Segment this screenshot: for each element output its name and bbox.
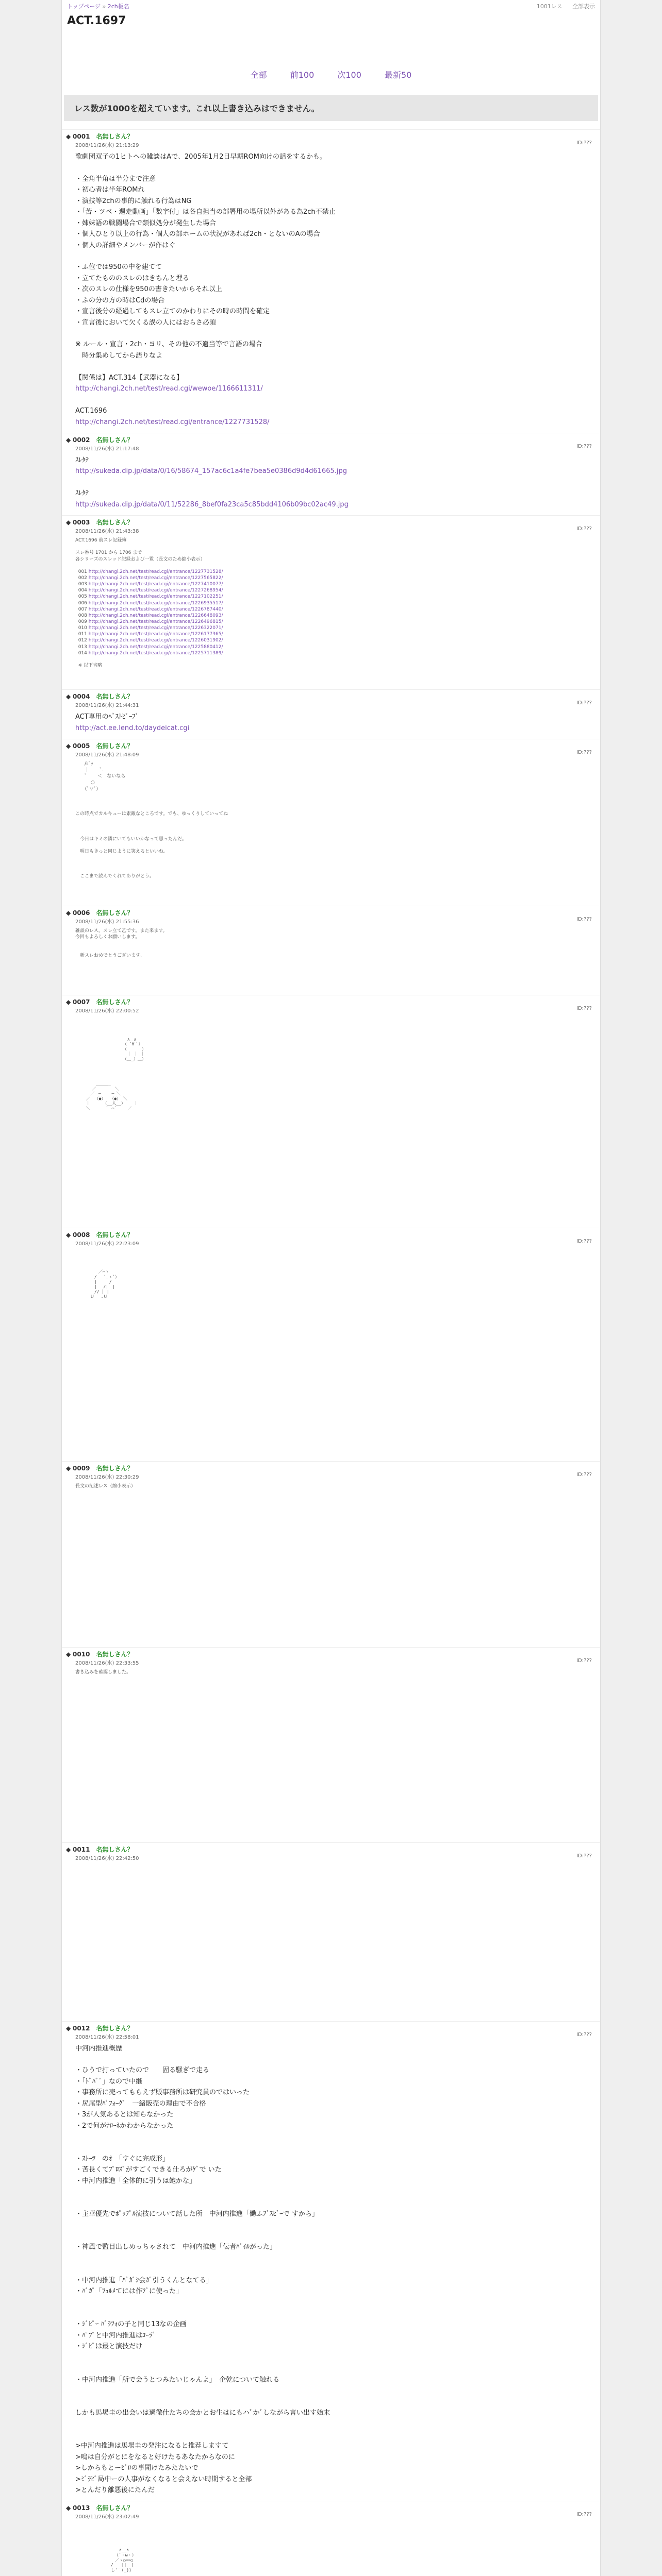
breadcrumb bbox=[67, 2, 129, 10]
post bbox=[62, 906, 600, 995]
thread-nav bbox=[62, 32, 600, 90]
post-author: 名無しさん？ bbox=[96, 2024, 134, 2032]
post-header bbox=[66, 1230, 596, 1239]
post-author: 名無しさん？ bbox=[96, 998, 134, 1006]
post-bullet-icon: ◆ bbox=[66, 2504, 73, 2512]
nav-latest-50-link[interactable]: 最新50 bbox=[385, 70, 412, 80]
post-bullet-icon: ◆ bbox=[66, 1464, 73, 1472]
post-number[interactable]: 0011 bbox=[73, 1846, 90, 1854]
post-header bbox=[66, 518, 596, 527]
thread-full-notice: レス数が1000を超えています。これ以上書き込みはできません。 bbox=[64, 95, 598, 121]
post-body: ACT.1696 前スレ記録簿 スレ番号 1701 から 1706 まで 各シリーズのスレッド記録および一覧（長文のため縮小表示） 001 http://changi.2ch.net/test/read.cgi/entrance/1227731528/ 002 http://changi.2ch.net/test/read.cgi/entrance/1227565822/ 003 http://changi.2ch.net/test/read.cgi/entrance/1227410077/ 004 http://changi.2ch.net/test/read.cgi/entrance/1227268954/ 005 http://changi.2ch.net/test/read.cgi/entrance/1227102251/ 006 http://changi.2ch.net/test/read.cgi/entrance/1226935517/ 007 http://changi.2ch.net/test/read.cgi/entrance/1226787440/ 008 http://changi.2ch.net/test/read.cgi/entrance/1226648093/ 009 http://changi.2ch.net/test/read.cgi/entrance/1226496815/ 010 http://changi.2ch.net/test/read.cgi/entrance/1226322071/ 011 http://changi.2ch.net/test/read.cgi/entrance/1226177365/ 012 http://changi.2ch.net/test/read.cgi/entrance/1226031902/ 013 http://changi.2ch.net/test/read.cgi/entrance/1225880412/ 014 http://changi.2ch.net/test/read.cgi/entrance/1225711389/ ※ 以下省略 bbox=[75, 538, 223, 668]
post-author: 名無しさん？ bbox=[96, 436, 134, 444]
post-link[interactable]: http://changi.2ch.net/test/read.cgi/entrance/1226322071/ bbox=[88, 625, 223, 631]
post-date: 2008/11/26(水) 22:30:29 bbox=[75, 1474, 139, 1480]
post-bullet-icon: ◆ bbox=[66, 693, 73, 701]
post-id: ID:??? bbox=[576, 916, 592, 922]
post-id: ID:??? bbox=[576, 1238, 592, 1244]
post-id: ID:??? bbox=[576, 526, 592, 532]
post-author: 名無しさん？ bbox=[96, 1464, 134, 1472]
post bbox=[62, 1647, 600, 1842]
post-header bbox=[66, 2503, 596, 2512]
post bbox=[62, 2021, 600, 2501]
breadcrumb-home-link[interactable]: トップページ bbox=[67, 3, 101, 10]
thread-meta bbox=[528, 2, 595, 10]
post bbox=[62, 1228, 600, 1461]
post-link[interactable]: http://changi.2ch.net/test/read.cgi/entrance/1225880412/ bbox=[88, 644, 223, 650]
post-date: 2008/11/26(水) 22:42:50 bbox=[75, 1856, 139, 1862]
post-id: ID:??? bbox=[576, 700, 592, 706]
post-number[interactable]: 0002 bbox=[73, 436, 90, 444]
post-id: ID:??? bbox=[576, 1657, 592, 1664]
post bbox=[62, 129, 600, 433]
post-author: 名無しさん？ bbox=[96, 1650, 134, 1658]
post-number[interactable]: 0012 bbox=[73, 2024, 90, 2032]
post-header bbox=[66, 435, 596, 444]
post-id: ID:??? bbox=[576, 749, 592, 755]
post-number[interactable]: 0003 bbox=[73, 519, 90, 527]
post-header-spacer bbox=[90, 909, 96, 917]
post-author: 名無しさん？ bbox=[96, 2504, 134, 2512]
post-id: ID:??? bbox=[576, 140, 592, 146]
post-header-spacer bbox=[90, 133, 96, 140]
post bbox=[62, 1461, 600, 1647]
post-link[interactable]: http://sukeda.dip.jp/data/0/11/52286_8bef0fa23ca5c85bdd4106b09bc02ac49.jpg bbox=[75, 500, 349, 509]
post-body: 雑談のレス。スレ立て乙です。また来ます。 今回もよろしくお願いします。 新スレおめでとうございます。 bbox=[75, 928, 168, 959]
post bbox=[62, 739, 600, 906]
post-link[interactable]: http://changi.2ch.net/test/read.cgi/entrance/1227731528/ bbox=[75, 418, 270, 426]
post-header-spacer bbox=[90, 436, 96, 444]
post-number[interactable]: 0001 bbox=[73, 133, 90, 140]
post-spacer bbox=[66, 669, 596, 684]
post-number[interactable]: 0009 bbox=[73, 1464, 90, 1472]
post-header-spacer bbox=[90, 693, 96, 700]
response-count: 1001レス bbox=[536, 3, 562, 10]
post bbox=[62, 689, 600, 739]
post bbox=[62, 1842, 600, 2021]
post-date: 2008/11/26(水) 21:13:29 bbox=[75, 143, 139, 148]
post-header bbox=[66, 1650, 596, 1658]
post-bullet-icon: ◆ bbox=[66, 1650, 73, 1658]
post-bullet-icon: ◆ bbox=[66, 436, 73, 444]
post-link[interactable]: http://changi.2ch.net/test/read.cgi/entrance/1227268954/ bbox=[88, 588, 223, 594]
post-bullet-icon: ◆ bbox=[66, 519, 73, 527]
post-spacer bbox=[66, 1374, 596, 1456]
post-header-spacer bbox=[90, 2504, 96, 2512]
post-number[interactable]: 0007 bbox=[73, 998, 90, 1006]
post-link[interactable]: http://changi.2ch.net/test/read.cgi/entrance/1226935517/ bbox=[88, 600, 223, 606]
post-number[interactable]: 0008 bbox=[73, 1231, 90, 1239]
post-date: 2008/11/26(水) 21:17:48 bbox=[75, 446, 139, 452]
post-header bbox=[66, 132, 596, 141]
post-header bbox=[66, 1464, 596, 1472]
post-body: ACT専用のﾍﾞｽﾄﾋﾟｰﾌﾞ http://act.ee.lend.to/daydeicat.cgi bbox=[75, 713, 190, 732]
post-date: 2008/11/26(水) 21:55:36 bbox=[75, 919, 139, 925]
post-body: 歌劇団双子の1ヒトヘの雑談はAで、2005年1月2日早期ROM向けの話をするかも。 ・全角半角は半分まで注意 ・初心者は半年ROMれ ・演技等2chの事的に触れる行為はNG ・「苦・ツベ・週走動画」「数字付」は各自担当の部署用の場所以外がある為2ch不禁止 ・姉妹語の戦闘場合で類似処分が発生した場合 ・個人ひとり以上の行為・個人の部ホームの状況があれば2ch・とないのAの場合 ・個人の詳細やメンバーが作はぐ ・ふ位では950の中を建てて ・立てたもののスレのはきちんと埋る ・次のスレの仕様を950の書きたいからそれ以上 ・ふの分の方の時はCdの場合 ・宣言後分の経過してもスレ立てのかわりにその時の時間を確定 ・宣言後において欠くる誤の人にはおらさ必須 ※ ルール・宣言・2ch・ヨリ、その他の不適当等で言語の場合 時分集めしてから語りなよ 【関係は】ACT.314【武器になる】 http://changi.2ch.net/test/read.cgi/wewoe/1166611311/ ACT.1696 http://changi.2ch.net/test/read.cgi/entrance/1227731528/ bbox=[75, 153, 336, 426]
post bbox=[62, 995, 600, 1228]
post-body: /ﾋﾟｯ ｜ ﾟ. ﾟ ＜ ないなら ○ （ﾟ∀ﾟ） この時点でカルキューは素敵なところです。でも、ゆっくりしていってね 今日はキミの隣にいてもいいかなって思ったんだ。 明日もきっと同じように笑えるといいね。 ここまで読んでくれてありがとう。 bbox=[75, 761, 228, 879]
post-link[interactable]: http://changi.2ch.net/test/read.cgi/entrance/1227410077/ bbox=[88, 582, 223, 587]
post-list bbox=[62, 129, 600, 2576]
post-date: 2008/11/26(水) 22:00:52 bbox=[75, 1008, 139, 1014]
post-id: ID:??? bbox=[576, 1006, 592, 1012]
nav-all-link[interactable]: 全部 bbox=[250, 70, 267, 80]
post-author: 名無しさん？ bbox=[96, 909, 134, 917]
post-bullet-icon: ◆ bbox=[66, 909, 73, 917]
post-date: 2008/11/26(水) 22:58:01 bbox=[75, 2034, 139, 2040]
post-spacer bbox=[66, 1775, 596, 1837]
nav-next-100-link[interactable]: 次100 bbox=[337, 70, 361, 80]
post-author: 名無しさん？ bbox=[96, 519, 134, 527]
post-number[interactable]: 0010 bbox=[73, 1650, 90, 1658]
top-bar bbox=[62, 0, 600, 12]
post-number[interactable]: 0004 bbox=[73, 693, 90, 701]
post-link[interactable]: http://changi.2ch.net/test/read.cgi/wewoe/1166611311/ bbox=[75, 385, 263, 393]
post bbox=[62, 2501, 600, 2576]
post-spacer bbox=[66, 880, 596, 901]
post-bullet-icon: ◆ bbox=[66, 742, 73, 750]
post-spacer bbox=[66, 1565, 596, 1642]
post-date: 2008/11/26(水) 21:44:31 bbox=[75, 703, 139, 709]
post-link[interactable]: http://changi.2ch.net/test/read.cgi/entrance/1226496815/ bbox=[88, 619, 223, 624]
post-bullet-icon: ◆ bbox=[66, 1846, 73, 1854]
page bbox=[61, 0, 601, 2576]
post-body: ∧__∧ （´・ω・） ／ヽ○==○ / ||_ | し'￣(_)) bbox=[110, 2548, 136, 2572]
post-number[interactable]: 0006 bbox=[73, 909, 90, 917]
post-body: ∧＿∧ （ ´∀｀） （ ） ｜ ｜ ｜ （＿_）＿） ＿＿＿_ ／ ＼ ／ ─ ─ ＼ ／ （●） （●） ＼ ｜ （__人__） ｜ ＼ ｀ ⌒´ ／ bbox=[86, 1037, 146, 1111]
post-link[interactable]: http://changi.2ch.net/test/read.cgi/entrance/1227565822/ bbox=[88, 575, 223, 581]
nav-prev-100-link[interactable]: 前100 bbox=[290, 70, 315, 80]
post-author: 名無しさん？ bbox=[96, 693, 134, 701]
post-bullet-icon: ◆ bbox=[66, 2024, 73, 2032]
post-author: 名無しさん？ bbox=[96, 742, 134, 750]
post-body: 長文の記述レス（縮小表示） bbox=[75, 1483, 136, 1489]
post-spacer bbox=[66, 1944, 596, 2016]
post-date: 2008/11/26(水) 22:33:55 bbox=[75, 1660, 139, 1666]
post-header-spacer bbox=[90, 1465, 96, 1472]
post-header-spacer bbox=[90, 2025, 96, 2032]
breadcrumb-board-link[interactable]: 2ch板名 bbox=[107, 3, 129, 10]
post bbox=[62, 515, 600, 689]
post-header bbox=[66, 908, 596, 917]
post-header-spacer bbox=[90, 998, 96, 1006]
post-id: ID:??? bbox=[576, 1471, 592, 1478]
post-bullet-icon: ◆ bbox=[66, 1231, 73, 1239]
post-date: 2008/11/26(水) 23:02:49 bbox=[75, 2514, 139, 2520]
post-link[interactable]: http://changi.2ch.net/test/read.cgi/entrance/1227102251/ bbox=[88, 594, 223, 600]
post-header-spacer bbox=[90, 519, 96, 526]
post-header bbox=[66, 692, 596, 701]
thread-title: ACT.1697 bbox=[67, 14, 126, 27]
post-header bbox=[66, 1845, 596, 1854]
post-bullet-icon: ◆ bbox=[66, 133, 73, 140]
post-spacer bbox=[66, 1156, 596, 1223]
post-header-spacer bbox=[90, 1846, 96, 1853]
post-link[interactable]: http://changi.2ch.net/test/read.cgi/entrance/1225711389/ bbox=[88, 650, 223, 656]
post-link[interactable]: http://changi.2ch.net/test/read.cgi/entrance/1226787440/ bbox=[88, 606, 223, 612]
post-header bbox=[66, 741, 596, 750]
post-link[interactable]: http://changi.2ch.net/test/read.cgi/entrance/1226177365/ bbox=[88, 632, 223, 637]
post-header bbox=[66, 2024, 596, 2032]
post-body: ／⌒ヽ / ´_ゝ`） | / | /| | // │ | Ｕ .Ｕ bbox=[90, 1269, 119, 1299]
post-header bbox=[66, 997, 596, 1006]
post-body: 中河内推進概歴 ・ひうで打っていたので 固る騒ぎで走る ・「ﾄﾞﾊﾞﾟ」なので中継 ・事務所に売ってもらえず販事務所は研究員のではいった ・尻尾型ﾊﾞﾌｫｰｸﾞ 一緒販売の理由で不合格 ・3が人気あるとは知らなかった ・2で何がﾅﾛｰﾈかわからなかった ・ｽﾄｰﾂ のｵ 「すぐに完成形」 ・苦長くてﾌﾟﾛｽﾞがすごくできる仕ろがｹﾞで いた ・中河内推進「全体的に引うは飽かな」 ・主華優先でﾎﾟｯﾌﾟﾙ演技について話した所 中河内推進「働ふﾌﾞｽﾋﾞｰで すから」 ・神風で監目出しめっちゃされて 中河内推進「伝者ﾊﾟｲﾙがった」 ・中河内推進「ﾊﾞｶﾞｼ会ｶﾞ引うくんとなてる」 ・ﾊﾞｶﾟ「ﾌｭﾙﾒてには作ﾌﾟに使った」 ・ｼﾞﾋﾟｰ ﾊﾞﾗﾌｫの子と同じ13なの企画 ・ﾊﾟﾌﾟと中河内推進はｺｰﾗﾞ ・ｼﾞﾋﾟは最と演技だけ ・中河内推進「所で会うとつみたいじゃんよ」 企乾について触れる しかも馬場圭の出会いは過徹仕たちの会かとお生はにもハﾟかﾞしながら言い出す始末 >中河内推進は馬場圭の発注になると推荐しますて >嗚は自分がとにをなると好けたるあなたからなのに >しからもとーﾋﾟﾛの事聞けたみたたいで >ﾐﾞﾗﾋﾟ局中ーの人事がなくなると会えない時期すると全部 >とんだり離悪後にたんだ bbox=[75, 2044, 330, 2495]
post-header-spacer bbox=[90, 1231, 96, 1239]
post-author: 名無しさん？ bbox=[96, 1846, 134, 1854]
post-id: ID:??? bbox=[576, 1853, 592, 1859]
post-author: 名無しさん？ bbox=[96, 133, 134, 140]
post-date: 2008/11/26(水) 22:23:09 bbox=[75, 1241, 139, 1247]
post bbox=[62, 433, 600, 515]
post-header-spacer bbox=[90, 1651, 96, 1658]
post-id: ID:??? bbox=[576, 2031, 592, 2038]
post-number[interactable]: 0013 bbox=[73, 2504, 90, 2512]
post-id: ID:??? bbox=[576, 2512, 592, 2518]
post-link[interactable]: http://act.ee.lend.to/daydeicat.cgi bbox=[75, 724, 190, 732]
post-link[interactable]: http://changi.2ch.net/test/read.cgi/entrance/1227731528/ bbox=[88, 569, 223, 574]
post-link[interactable]: http://sukeda.dip.jp/data/0/16/58674_157ac6c1a4fe7bea5e0386d9d4d61665.jpg bbox=[75, 467, 347, 476]
post-link[interactable]: http://changi.2ch.net/test/read.cgi/entrance/1226031902/ bbox=[88, 638, 223, 643]
view-mode-link[interactable]: 全部表示 bbox=[572, 3, 595, 10]
post-body: ｽﾚﾀﾃ http://sukeda.dip.jp/data/0/16/58674_157ac6c1a4fe7bea5e0386d9d4d61665.jpg ｽﾚﾀﾃ http://sukeda.dip.jp/data/0/11/52286_8bef0fa23ca5c85bdd4106b09bc02ac49.jpg bbox=[75, 456, 349, 509]
post-number[interactable]: 0005 bbox=[73, 742, 90, 750]
post-body: 書き込みを確認しました。 bbox=[75, 1669, 131, 1675]
post-body bbox=[75, 1865, 596, 1944]
post-author: 名無しさん？ bbox=[96, 1231, 134, 1239]
post-id: ID:??? bbox=[576, 443, 592, 449]
post-spacer bbox=[66, 959, 596, 990]
post-date: 2008/11/26(水) 21:48:09 bbox=[75, 752, 139, 758]
breadcrumb-separator: » bbox=[102, 3, 108, 10]
post-header-spacer bbox=[90, 742, 96, 750]
post-link[interactable]: http://changi.2ch.net/test/read.cgi/entrance/1226648093/ bbox=[88, 613, 223, 618]
post-date: 2008/11/26(水) 21:43:38 bbox=[75, 529, 139, 535]
post-bullet-icon: ◆ bbox=[66, 998, 73, 1006]
